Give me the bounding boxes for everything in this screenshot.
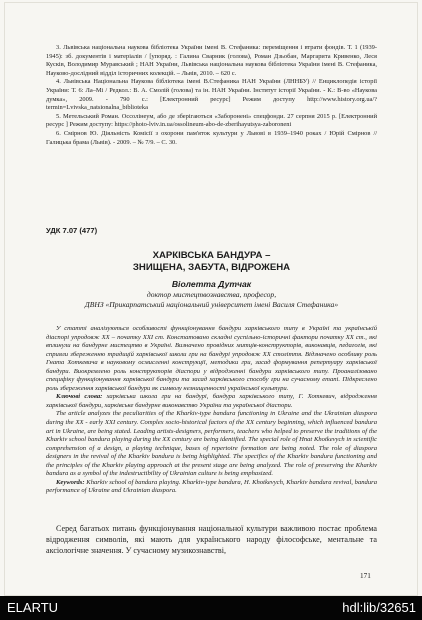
abstract-block xyxy=(46,325,377,496)
keywords-ukrainian xyxy=(46,393,377,410)
article-body xyxy=(46,524,377,556)
article-title-line: ЗНИЩЕНА, ЗАБУТА, ВІДРОЖЕНА xyxy=(132,261,291,273)
reference-item: 3. Львівська національна наукова бібліотека України імені В. Стефаника: переміщення і втрати фондів. Т. 1 (1939-1945): зб. документів і матеріалів / [упоряд. : Галина Сварник (голова), Роман Дзьобан, Маргарита Кривенко, Леся Кусків, Володимир Муравський ; НАН України, Львівська національна наукова бібліотека України імені В. Стефаника, Науково-дослідний відділ історичних колекцій. – Львів, 2010. – 620 с. xyxy=(46,44,377,77)
keywords-label: Ключові слова: xyxy=(56,393,103,401)
keywords-label: Keywords: xyxy=(56,478,85,486)
reference-item: 6. Смірнов Ю. Діяльність Комісії з охорони пам'яток культури у Львові в 1939–1940 роках / Юрій Смірнов // Галицька брама (Львів). - 2009. – № 7/9. – С. 30. xyxy=(46,129,377,146)
article-title-line: ХАРКІВСЬКА БАНДУРА – xyxy=(152,250,271,261)
keywords-english xyxy=(46,479,377,496)
affiliation-institution: ДВНЗ «Прикарпатський національний університет імені Василя Стефаника» xyxy=(84,300,339,309)
udc-code: УДК 7.07 (477) xyxy=(46,226,98,235)
article-title xyxy=(46,250,377,273)
reference-item: 5. Метельський Роман. Оссолінеум, або де зберігаються «Заборонені» спецфонди. 27 серпня 2015 р. [Електронний ресурс ] Режим доступу: https://photo-lviv.in.ua/ossolineum-abo-de-zberihayutsya-zaboroneni xyxy=(46,112,377,129)
abstract-ukrainian: У статті аналізуються особливості функціонування бандури харківського типу в Україні та українській діаспорі упродовж XX – початку XXI ст. Констатовано складні суспільно-історичні фактори початку XX ст., які вплинули на бандурне мистецтво в Україні. Визначено провідних митців-конструкторів, виконавців, педагогів, які сприяли збереженню традицій харківської школи гри на бандурі упродовж XX століття. Відзначено особливу роль Гната Хоткевича в науковому осмисленні конструкції, методики гри, засад формування репертуару харківської бандури. Виокремлено роль конструкторів діаспори у відродженні бандури харківського типу. Проаналізовано специфіку функціонування харківської бандури та засад харківського способу гри на сучасному етапі. Підкреслено роль збереження харківської бандури як символу незнищенності української культури. xyxy=(46,325,377,392)
handle-link[interactable]: hdl:lib/32651 xyxy=(342,600,416,615)
author-affiliation xyxy=(46,290,377,310)
footer-bar xyxy=(0,596,422,620)
repository-name: ELARTU xyxy=(7,600,59,615)
keywords-text: харківська школа гри на бандурі, бандура харківського типу, Г. Хоткевич, відродження харківської бандури, харківське бандурне виконавство України та української діаспори. xyxy=(46,393,377,409)
body-paragraph: Серед багатьох питань функціонування національної культури важливою постає проблема відродження символів, які мають для українського народу філософське, ментальне та аксіологічне значення. У сучасному музикознавстві, xyxy=(46,524,377,555)
reference-list xyxy=(46,44,377,147)
abstract-english: The article analyzes the peculiarities of the Kharkiv-type bandura functioning in Ukraine and the Ukrainian diaspora during the XX - early XXI century. Complex socio-historical factors of the XX century beginning, which influenced bandura art in Ukraine, are being stated. Leading artists-designers, performers, teachers who helped to preserve the traditions of the Kharkiv school bandura playing during the XX century are being identified. The special role of Hnat Khotkevych in scientific comprehension of a design, a playing technique, bases of repertoire formation are being noted. The role of diaspora designers in the revival of the Kharkiv bandura is being highlighted. The specifics of the Kharkiv bandura functioning and the principles of the Kharkiv playing approach at the present stage are being analyzed. The role of preserving the Kharkiv bandura as a symbol of the indestructibility of Ukrainian culture is being emphasized. xyxy=(46,410,377,478)
reference-item: 4. Львівська Національна Наукова бібліотека імені В.Стефаника НАН України (ЛННБУ) // Енциклопедія історії України: Т. 6: Ла–Мі / Редкол.: В. А. Смолій (голова) та ін. НАН України. Інститут історії України. - К.: В-во «Наукова думка», 2009. - 790 с.: [Електронний ресурс] Режим доступу http://www.history.org.ua/?termin=Lvivska_natsionalna_biblioteka xyxy=(46,78,377,112)
affiliation-degree: доктор мистецтвознавства, професор, xyxy=(146,290,277,299)
keywords-text: Kharkiv school of bandura playing. Kharkiv-type bandura, H. Khotkevych, Kharkiv bandura revival, bandura performance of Ukraine and Ukrainian diaspora. xyxy=(46,478,377,495)
page-number: 171 xyxy=(360,572,371,580)
author-name: Віолетта Дутчак xyxy=(171,279,252,289)
